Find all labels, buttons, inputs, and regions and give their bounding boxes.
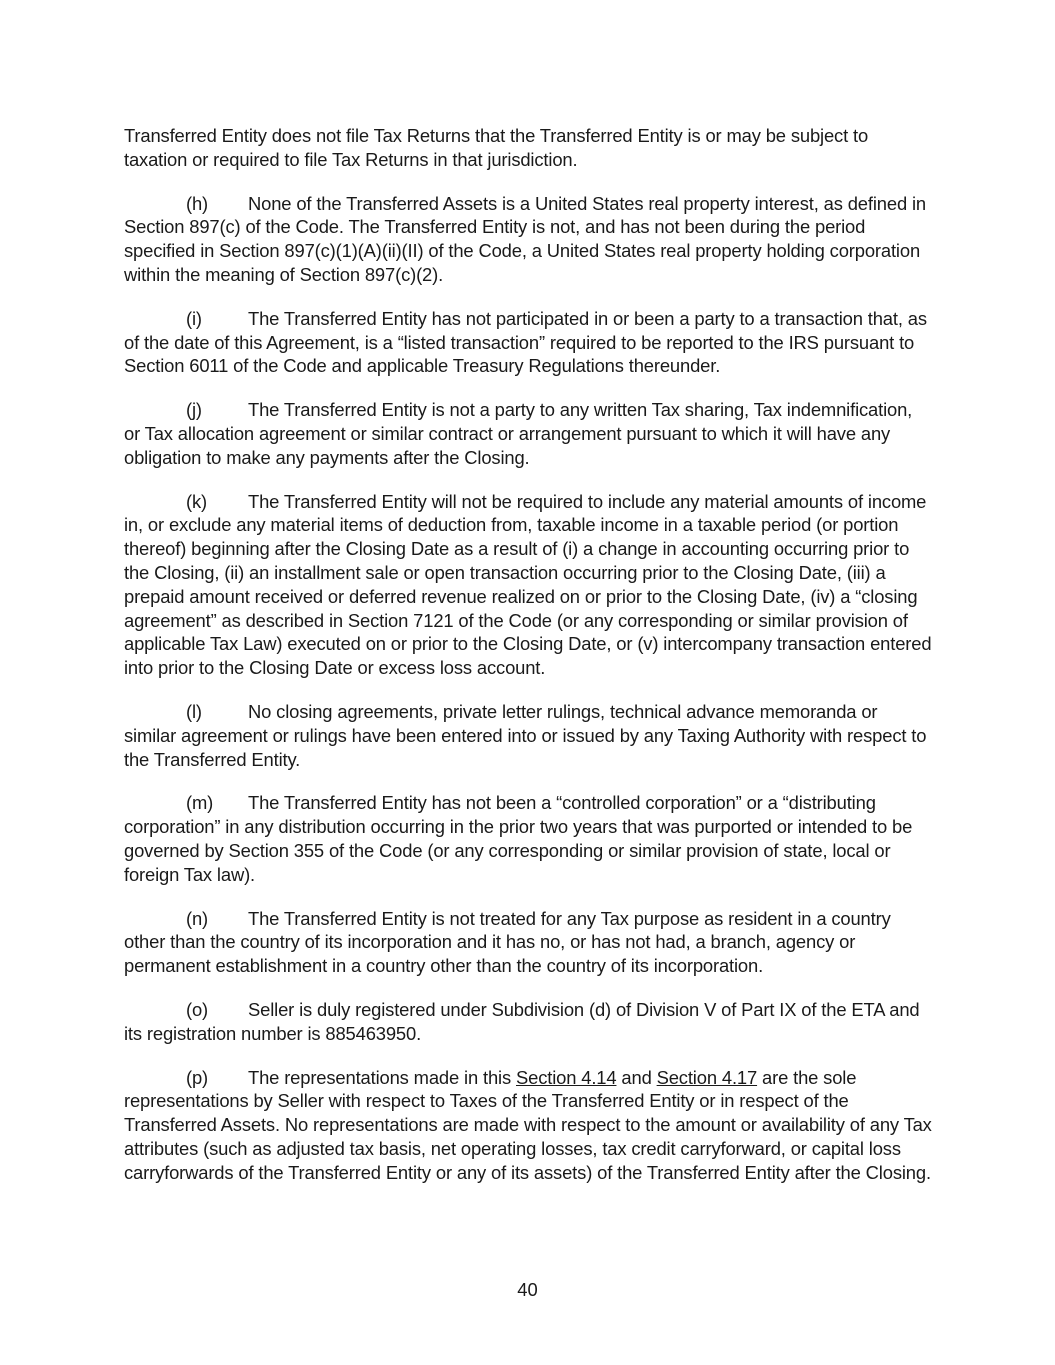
section-text: No closing agreements, private letter rulings, technical advance memoranda or similar agreement or rulings have been entered into or issued by any Taxing Authority with respect to the Transferred Entity.	[124, 700, 927, 770]
section-text-before: The representations made in this	[248, 1066, 516, 1088]
section-label: (o)	[186, 998, 209, 1020]
section-text: None of the Transferred Assets is a United States real property interest, as defined in Section 897(c) of the Code. The Transferred Entity is not, and has not been during the period specified in Section 897(c)(1)(A)(ii)(II) of the Code, a United States real property holding corporation within the meaning of Section 897(c)(2).	[124, 192, 926, 285]
section-n	[124, 907, 932, 978]
section-k	[124, 490, 932, 680]
section-text: The Transferred Entity is not a party to any written Tax sharing, Tax indemnification, or Tax allocation agreement or similar contract or arrangement pursuant to which it will have any obligation to make any payments after the Closing.	[124, 399, 913, 468]
section-4-17-link[interactable]: Section 4.17	[656, 1066, 758, 1088]
section-j	[124, 398, 932, 469]
section-label: (p)	[186, 1066, 209, 1088]
section-label: (l)	[186, 700, 202, 722]
section-p	[124, 1066, 932, 1185]
section-o	[124, 998, 932, 1046]
section-i	[124, 307, 932, 378]
section-label: (k)	[186, 490, 207, 512]
section-label: (j)	[186, 399, 202, 421]
section-text: The Transferred Entity is not treated for any Tax purpose as resident in a country other than the country of its incorporation and it has no, or has not had, a branch, agency or permanent establishment in a country other than the country of its incorporation.	[124, 907, 891, 977]
section-text-after: are the sole representations by Seller with respect to Taxes of the Transferred Entity or in respect of the Transferred Assets. No representations are made with respect to the amount or availability of any Tax attributes (such as adjusted tax basis, net operating losses, tax credit carryforward, or capital loss carryforwards of the Transferred Entity or any of its assets) of the Transferred Entity after the Closing.	[124, 1066, 932, 1183]
section-m	[124, 791, 932, 886]
section-4-14-link[interactable]: Section 4.14	[516, 1066, 617, 1088]
section-text-mid: and	[616, 1066, 657, 1088]
intro-paragraph: Transferred Entity does not file Tax Returns that the Transferred Entity is or may be subject to taxation or required to file Tax Returns in that jurisdiction.	[124, 125, 869, 170]
section-label: (n)	[186, 907, 209, 929]
section-label: (h)	[186, 192, 209, 214]
section-h	[124, 192, 932, 287]
section-text: The Transferred Entity has not participated in or been a party to a transaction that, as of the date of this Agreement, is a “listed transaction” required to be reported to the IRS pursuant to Section 6011 of the Code and applicable Treasury Regulations thereunder.	[124, 307, 927, 377]
section-text: The Transferred Entity has not been a “controlled corporation” or a “distributing corporation” in any distribution occurring in the prior two years that was purported or intended to be governed by Section 355 of the Code (or any corresponding or similar provision of state, local or foreign Tax law).	[124, 792, 913, 885]
page-number: 40	[517, 1279, 538, 1300]
section-label: (m)	[186, 792, 214, 814]
section-l	[124, 700, 932, 771]
section-label: (i)	[186, 307, 202, 329]
section-text: The Transferred Entity will not be required to include any material amounts of income in, or exclude any material items of deduction from, taxable income in a taxable period (or portion thereof) beginning after the Closing Date as a result of (i) a change in accounting occurring prior to the Closing, (ii) an installment sale or open transaction occurring prior to the Closing Date, (iii) a prepaid amount received or deferred revenue realized on or prior to the Closing Date, (iv) a “closing agreement” as described in Section 7121 of the Code (or any corresponding or similar provision of applicable Tax Law) executed on or prior to the Closing Date, or (v) intercompany transaction entered into prior to the Closing Date or excess loss account.	[124, 490, 932, 679]
document-body	[124, 124, 932, 1204]
section-text: Seller is duly registered under Subdivision (d) of Division V of Part IX of the ETA and its registration number is 885463950.	[124, 998, 920, 1044]
